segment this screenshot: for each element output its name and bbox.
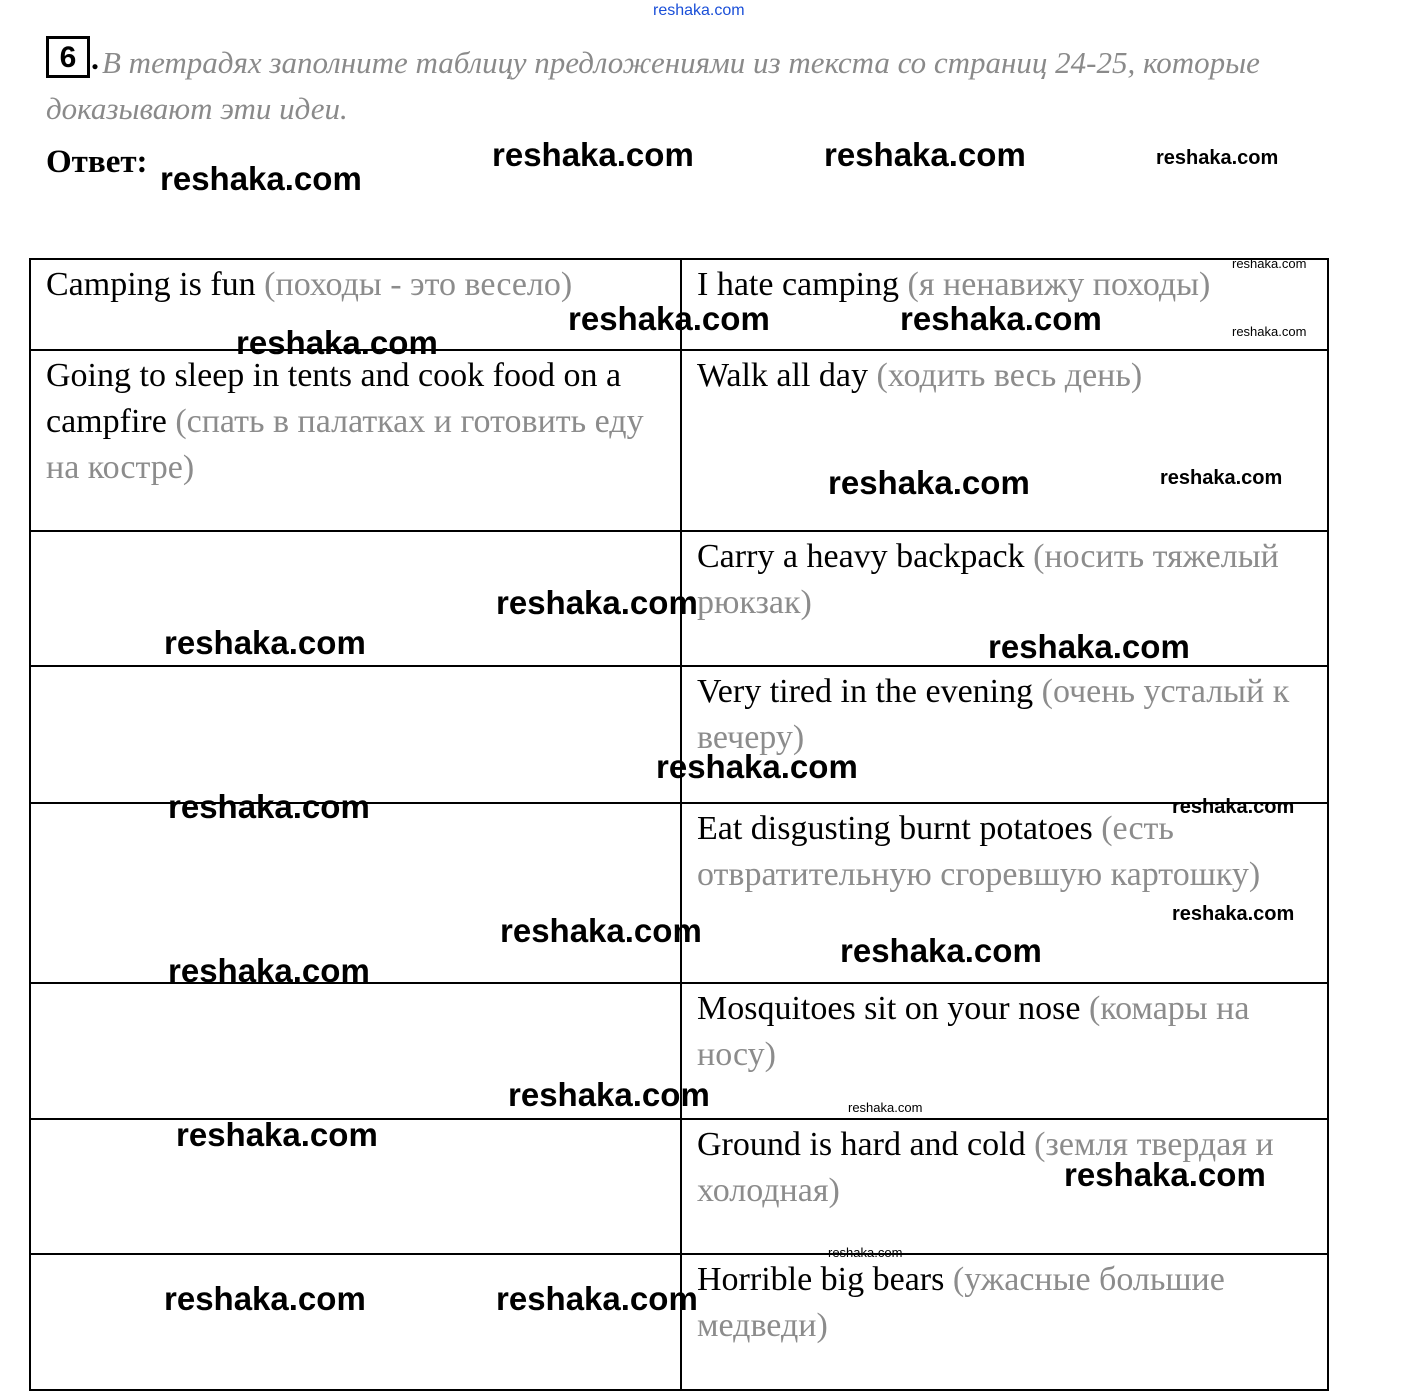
watermark: reshaka.com: [164, 624, 366, 661]
watermark: reshaka.com: [492, 136, 694, 173]
cell-en-text: Very tired in the evening: [697, 673, 1034, 710]
cell-ru-text: (походы - это весело): [264, 266, 573, 303]
cell-ru-text: (спать в палатках и готовить еду на костре): [46, 403, 644, 486]
watermark: reshaka.com: [1064, 1156, 1266, 1193]
table-cell-left: [30, 350, 681, 531]
cell-en-text: I hate camping: [697, 266, 900, 303]
watermark: reshaka.com: [508, 1076, 710, 1113]
watermark: reshaka.com: [1232, 324, 1307, 339]
cell-en-text: Eat disgusting burnt potatoes: [697, 810, 1093, 847]
watermark: reshaka.com: [1156, 147, 1279, 169]
watermark: reshaka.com: [828, 464, 1030, 501]
watermark: reshaka.com: [500, 912, 702, 949]
task-number-box: 6: [46, 36, 90, 78]
answer-label: Ответ:: [46, 144, 148, 180]
watermark: reshaka.com: [168, 952, 370, 989]
watermark: reshaka.com: [900, 300, 1102, 337]
cell-ru-text: (есть отвратительную сгоревшую картошку): [697, 810, 1261, 893]
cell-ru-text: (ходить весь день): [876, 357, 1143, 394]
watermark: reshaka.com: [988, 628, 1190, 665]
cell-ru-text: (ужасные большие медведи): [697, 1261, 1225, 1344]
header-watermark: reshaka.com: [653, 2, 745, 19]
watermark: reshaka.com: [236, 324, 438, 361]
table-cell-left: [30, 666, 681, 803]
cell-en-text: Ground is hard and cold: [697, 1126, 1026, 1163]
watermark: reshaka.com: [168, 788, 370, 825]
task-instruction: [46, 40, 1286, 132]
task-number-dot: .: [91, 40, 99, 76]
cell-ru-text: (носить тяжелый рюкзак): [697, 538, 1279, 621]
table-row: [30, 1254, 1328, 1390]
table-cell-left: [30, 1254, 681, 1390]
watermark: reshaka.com: [160, 160, 362, 197]
cell-en-text: Walk all day: [697, 357, 868, 394]
cell-ru-text: (очень усталый к вечеру): [697, 673, 1290, 756]
table-cell-right: [681, 1254, 1328, 1390]
watermark: reshaka.com: [496, 1280, 698, 1317]
cell-en-text: Going to sleep in tents and cook food on a campfire: [46, 357, 622, 440]
cell-ru-text: (комары на носу): [697, 990, 1250, 1073]
cell-en-text: Horrible big bears: [697, 1261, 945, 1298]
watermark: reshaka.com: [840, 932, 1042, 969]
watermark: reshaka.com: [828, 1245, 903, 1260]
task-instruction-text: В тетрадях заполните таблицу предложениями из текста со страниц 24-25, которые доказывают эти идеи.: [46, 45, 1260, 126]
table-row: [30, 350, 1328, 531]
watermark: reshaka.com: [568, 300, 770, 337]
watermark: reshaka.com: [1232, 256, 1307, 271]
cell-en-text: Mosquitoes sit on your nose: [697, 990, 1081, 1027]
table-cell-right: [681, 350, 1328, 531]
table-cell-right: [681, 983, 1328, 1119]
watermark: reshaka.com: [1160, 467, 1283, 489]
watermark: reshaka.com: [496, 584, 698, 621]
cell-en-text: Carry a heavy backpack: [697, 538, 1025, 575]
cell-en-text: Camping is fun: [46, 266, 256, 303]
watermark: reshaka.com: [176, 1116, 378, 1153]
watermark: reshaka.com: [848, 1100, 923, 1115]
watermark: reshaka.com: [1172, 903, 1295, 925]
watermark: reshaka.com: [824, 136, 1026, 173]
watermark: reshaka.com: [656, 748, 858, 785]
cell-ru-text: (я ненавижу походы): [907, 266, 1211, 303]
watermark: reshaka.com: [164, 1280, 366, 1317]
cell-ru-text: (земля твердая и холодная): [697, 1126, 1274, 1209]
watermark: reshaka.com: [1172, 796, 1295, 818]
